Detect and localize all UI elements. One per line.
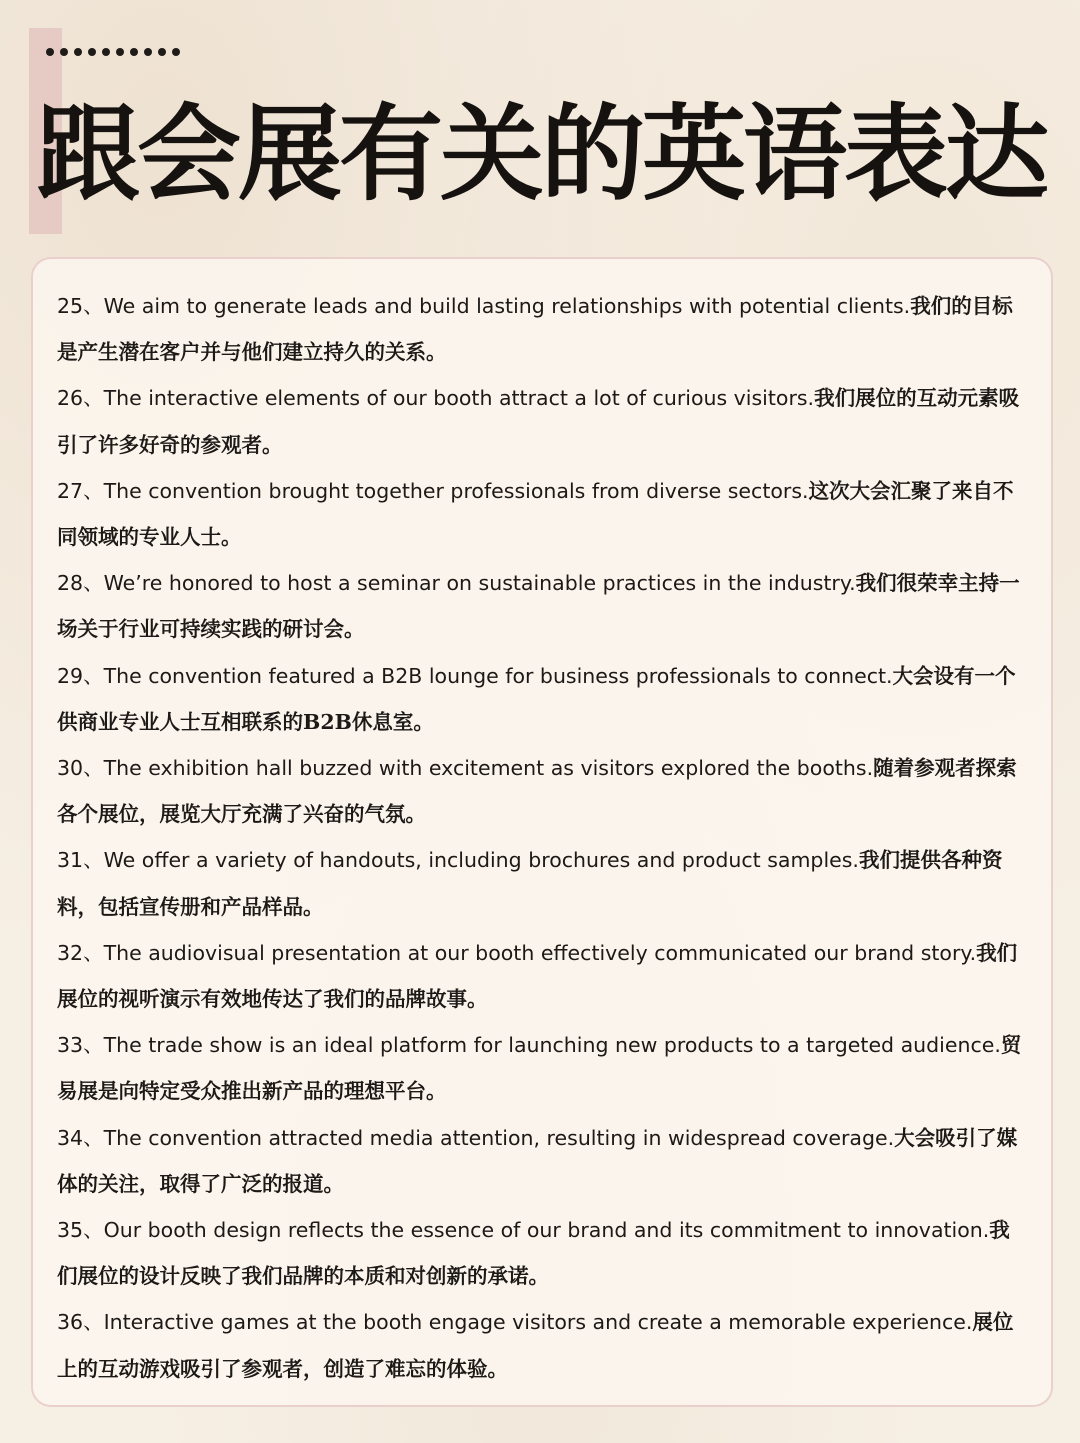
english-sentence: 36、Interactive games at the booth engage visitors and create a memorable experience. <box>57 1310 973 1335</box>
chinese-translation: 我们展位的设计反映了我们品牌的本质和对创新的承诺。 <box>57 1218 1010 1289</box>
chinese-translation: 我们提供各种资料，包括宣传册和产品样品。 <box>57 848 1003 919</box>
chinese-translation: 我们展位的互动元素吸引了许多好奇的参观者。 <box>57 386 1020 457</box>
list-item <box>57 837 1029 929</box>
content-card <box>31 257 1053 1407</box>
chinese-translation: 大会吸引了媒体的关注，取得了广泛的报道。 <box>57 1125 1018 1196</box>
dot <box>158 48 166 56</box>
english-sentence: 32、The audiovisual presentation at our booth effectively communicated our brand story. <box>57 940 977 965</box>
chinese-translation: 贸易展是向特定受众推出新产品的理想平台。 <box>57 1033 1022 1104</box>
english-sentence: 31、We offer a variety of handouts, including brochures and product samples. <box>57 848 859 873</box>
dot <box>88 48 96 56</box>
dot <box>102 48 110 56</box>
dot <box>74 48 82 56</box>
chinese-translation: 这次大会汇聚了来自不同领域的专业人士。 <box>57 478 1014 550</box>
list-item <box>57 1299 1029 1391</box>
list-item <box>57 1207 1029 1299</box>
decorative-dots <box>46 48 180 56</box>
list-item <box>57 930 1029 1022</box>
english-sentence: 25、We aim to generate leads and build lasting relationships with potential clients. <box>57 294 911 318</box>
dot <box>144 48 152 56</box>
list-item <box>57 1022 1029 1114</box>
chinese-translation: 随着参观者探索各个展位，展览大厅充满了兴奋的气氛。 <box>57 756 1017 827</box>
list-item <box>57 468 1029 560</box>
english-sentence: 28、We’re honored to host a seminar on sustainable practices in the industry. <box>57 571 856 596</box>
english-sentence: 29、The convention featured a B2B lounge for business professionals to connect. <box>57 663 893 688</box>
chinese-translation: 大会设有一个供商业专业人士互相联系的B2B休息室。 <box>57 663 1016 734</box>
list-item <box>57 745 1029 837</box>
chinese-translation: 我们展位的视听演示有效地传达了我们的品牌故事。 <box>57 940 1018 1012</box>
list-item <box>57 283 1029 375</box>
dot <box>172 48 180 56</box>
english-sentence: 34、The convention attracted media attention, resulting in widespread coverage. <box>57 1125 895 1150</box>
english-sentence: 27、The convention brought together professionals from diverse sectors. <box>57 478 809 503</box>
dot <box>130 48 138 56</box>
list-item <box>57 1115 1029 1207</box>
dot <box>116 48 124 56</box>
english-sentence: 26、The interactive elements of our booth attract a lot of curious visitors. <box>57 386 815 411</box>
english-sentence: 30、The exhibition hall buzzed with excitement as visitors explored the booths. <box>57 756 874 781</box>
chinese-translation: 我们很荣幸主持一场关于行业可持续实践的研讨会。 <box>57 571 1020 642</box>
english-sentence: 33、The trade show is an ideal platform for launching new products to a targeted audience. <box>57 1033 1001 1058</box>
list-item <box>57 653 1029 745</box>
english-sentence: 35、Our booth design reflects the essence of our brand and its commitment to innovation. <box>57 1218 990 1243</box>
dot <box>60 48 68 56</box>
list-item <box>57 560 1029 652</box>
list-item <box>57 375 1029 467</box>
page-title: 跟会展有关的英语表达 <box>36 92 1047 215</box>
chinese-translation: 展位上的互动游戏吸引了参观者，创造了难忘的体验。 <box>57 1310 1014 1381</box>
chinese-translation: 我们的目标是产生潜在客户并与他们建立持久的关系。 <box>57 294 1013 365</box>
dot <box>46 48 54 56</box>
